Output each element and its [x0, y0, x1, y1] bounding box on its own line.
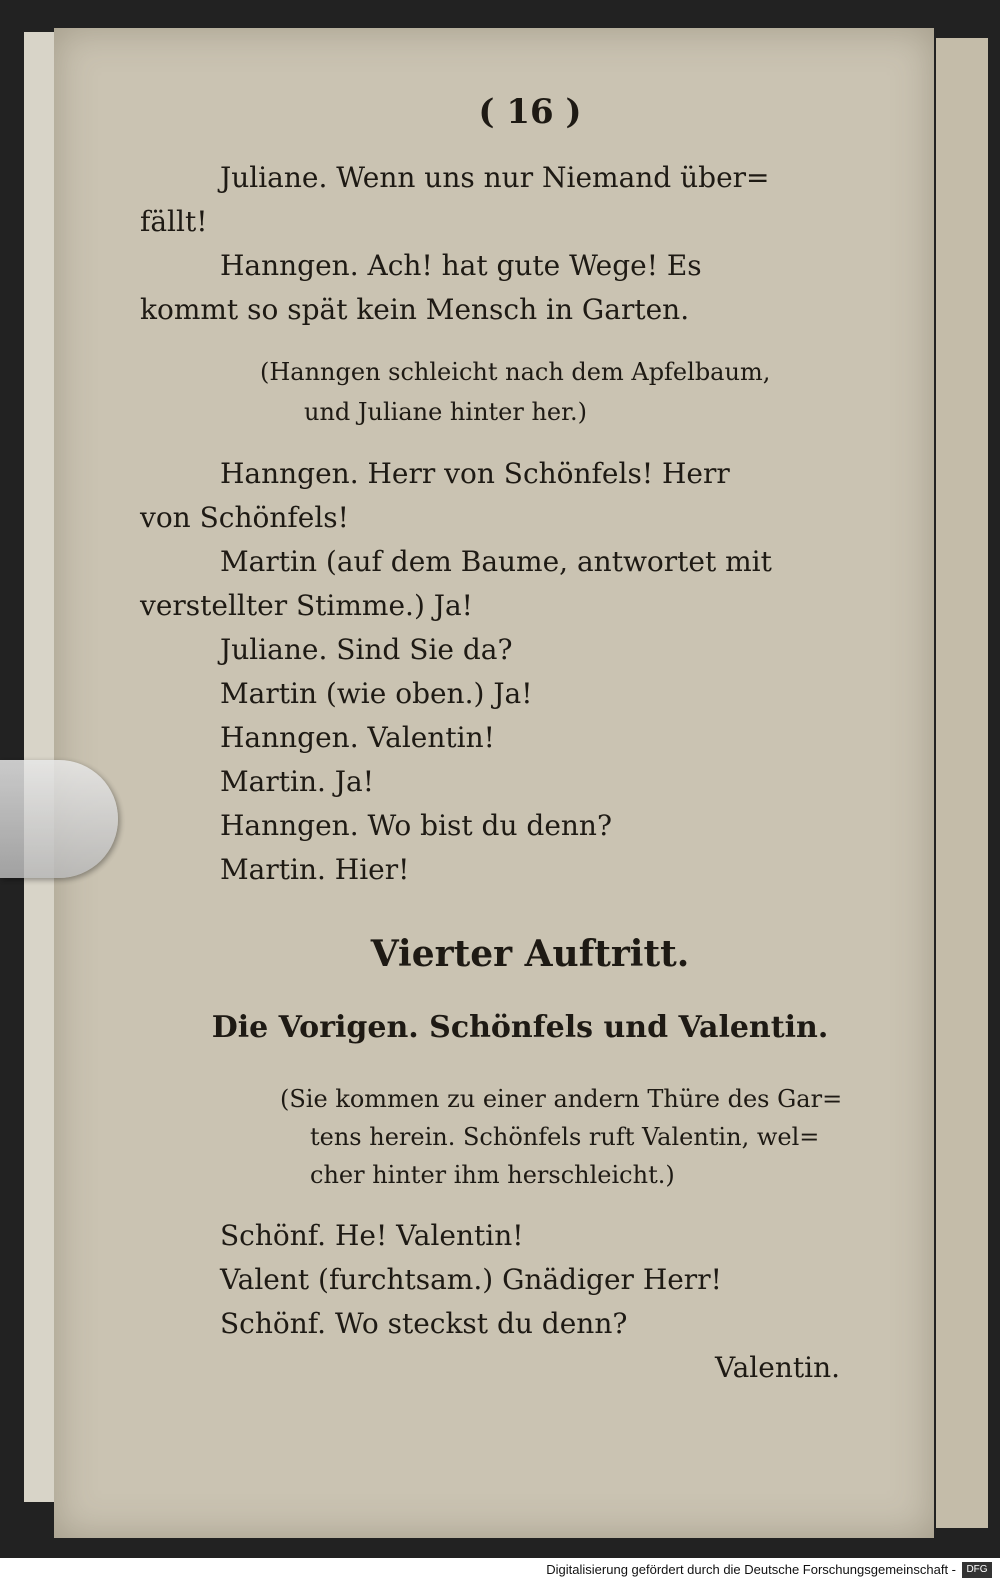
page-number: ( 16 ): [478, 92, 582, 132]
stage-direction: tens herein. Schönfels ruft Valentin, wel=: [310, 1123, 820, 1151]
text-line: kommt so spät kein Mensch in Garten.: [140, 293, 690, 326]
dialogue-line: Valent (furchtsam.) Gnädiger Herr!: [220, 1263, 722, 1296]
catchword: Valentin.: [714, 1351, 840, 1384]
dialogue-line: Juliane. Sind Sie da?: [220, 633, 513, 666]
page-content: [140, 80, 843, 1390]
footer-credit: Digitalisierung gefördert durch die Deutsche Forschungsgemeinschaft -: [546, 1562, 956, 1577]
dialogue-line: Martin. Ja!: [220, 765, 374, 798]
clip-holder: [0, 760, 118, 878]
dialogue-line: Martin. Hier!: [220, 853, 410, 886]
dialogue-line: Hanngen. Herr von Schönfels! Herr: [220, 457, 730, 490]
dialogue-line: Martin (auf dem Baume, antwortet mit: [220, 545, 772, 578]
text-line: fällt!: [140, 205, 208, 238]
dialogue-line: Schönf. He! Valentin!: [220, 1219, 524, 1252]
dialogue-line: verstellter Stimme.) Ja!: [140, 589, 473, 622]
scene-heading: Vierter Auftritt.: [370, 933, 690, 975]
scene-characters: Die Vorigen. Schönfels und Valentin.: [211, 1010, 829, 1045]
dialogue-line: Hanngen. Wo bist du denn?: [220, 809, 612, 842]
stage-direction: (Sie kommen zu einer andern Thüre des Gar=: [280, 1085, 843, 1113]
stage-direction: und Juliane hinter her.): [304, 398, 587, 426]
text-line: Juliane. Wenn uns nur Niemand über=: [220, 161, 770, 194]
book-edge-right: [936, 38, 988, 1528]
text-line: Hanngen. Ach! hat gute Wege! Es: [220, 249, 702, 282]
dialogue-line: von Schönfels!: [140, 501, 349, 534]
dialogue-line: Schönf. Wo steckst du denn?: [220, 1307, 628, 1340]
footer-bar: [0, 1558, 1000, 1584]
dfg-logo: DFG: [962, 1562, 992, 1578]
dialogue-line: Hanngen. Valentin!: [220, 721, 495, 754]
dialogue-line: Martin (wie oben.) Ja!: [220, 677, 533, 710]
stage-direction: (Hanngen schleicht nach dem Apfelbaum,: [260, 358, 771, 386]
stage-direction: cher hinter ihm herschleicht.): [310, 1161, 675, 1189]
